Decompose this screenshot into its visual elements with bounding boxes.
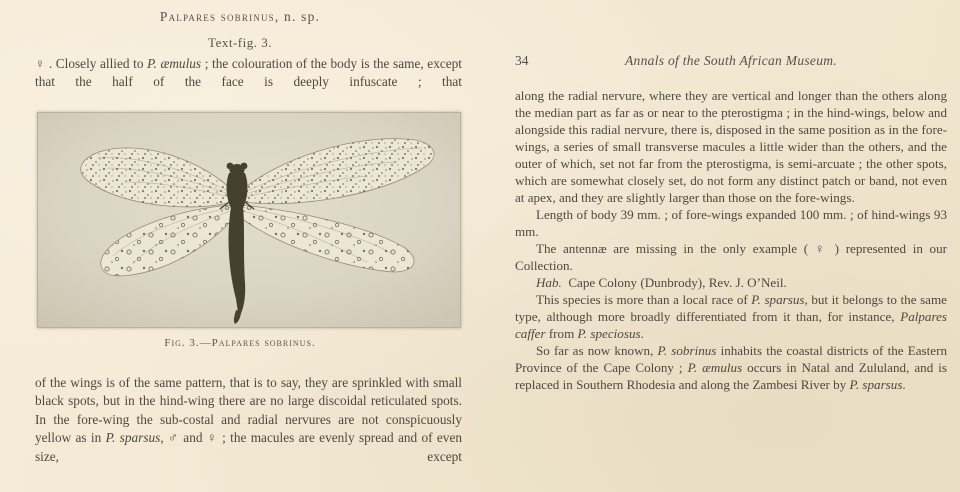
paragraph-species-comparison: This species is more than a local race of P. sparsus, but it belongs to the same type, although more broadly differentiated from it than, for instance, Palpares caffer from P. speciosus.: [515, 292, 947, 341]
paragraph-antennae: The antennæ are missing in the only example ( ♀ ) represented in our Collection.: [515, 241, 947, 273]
species-heading: [0, 9, 480, 25]
paragraph-habitat: Hab. Cape Colony (Dunbrody), Rev. J. O’Neil.: [535, 275, 787, 290]
paragraph-radial-nervure: along the radial nervure, where they are vertical and longer than the others along the median part as far as or near to the pterostigma ; in the hind-wings, below and alongside this radial nervure, there is, disposed in the same position as in the fore-wings, a series of small transverse macules a little wider than the others, and the outer of which, set not far from the pterostigma, is semi-arcuate ; the other spots, which are somewhat closely set, do not form any distinct patch or band, not even at apex, and they are slightly larger than those on the fore-wings.: [515, 88, 947, 205]
figure-plate: [37, 112, 461, 328]
paragraph-distribution: So far as now known, P. sobrinus inhabits the coastal districts of the Eastern Province of the Cape Colony ; P. æmulus occurs in Natal and Zululand, and is replaced in Southern Rhodesia and along the Zambesi River by P. sparsus.: [515, 343, 948, 392]
species-heading-name: Palpares sobrinus: [159, 9, 275, 24]
textfig-heading: Text-fig. 3.: [208, 35, 272, 50]
paragraph-measurements: Length of body 39 mm. ; of fore-wings expanded 100 mm. ; of hind-wings 93 mm.: [515, 207, 947, 239]
right-page: [480, 0, 960, 492]
running-head: [515, 53, 947, 71]
figure-caption: Fig. 3.—Palpares sobrinus.: [164, 337, 316, 349]
species-heading-suffix: , n. sp.: [274, 9, 321, 24]
antlion-specimen-illustration: [37, 112, 461, 328]
left-top-paragraph: ♀ . Closely allied to P. æmulus ; the colouration of the body is the same, except that the half of the face is deeply infuscate ; that: [35, 56, 462, 89]
left-bottom-paragraph: of the wings is of the same pattern, that is to say, they are sprinkled with small black spots, but in the hind-wing there are no large discoidal reticulated spots. In the fore-wing the sub-costal and radial nervures are not conspicuously yellow as in P. sparsus, ♂ and ♀ ; the macules are evenly spread and of even size, except: [35, 375, 463, 464]
page-number: 34: [515, 53, 529, 68]
running-title: Annals of the South African Museum.: [625, 53, 837, 68]
right-page-body: [515, 87, 947, 393]
